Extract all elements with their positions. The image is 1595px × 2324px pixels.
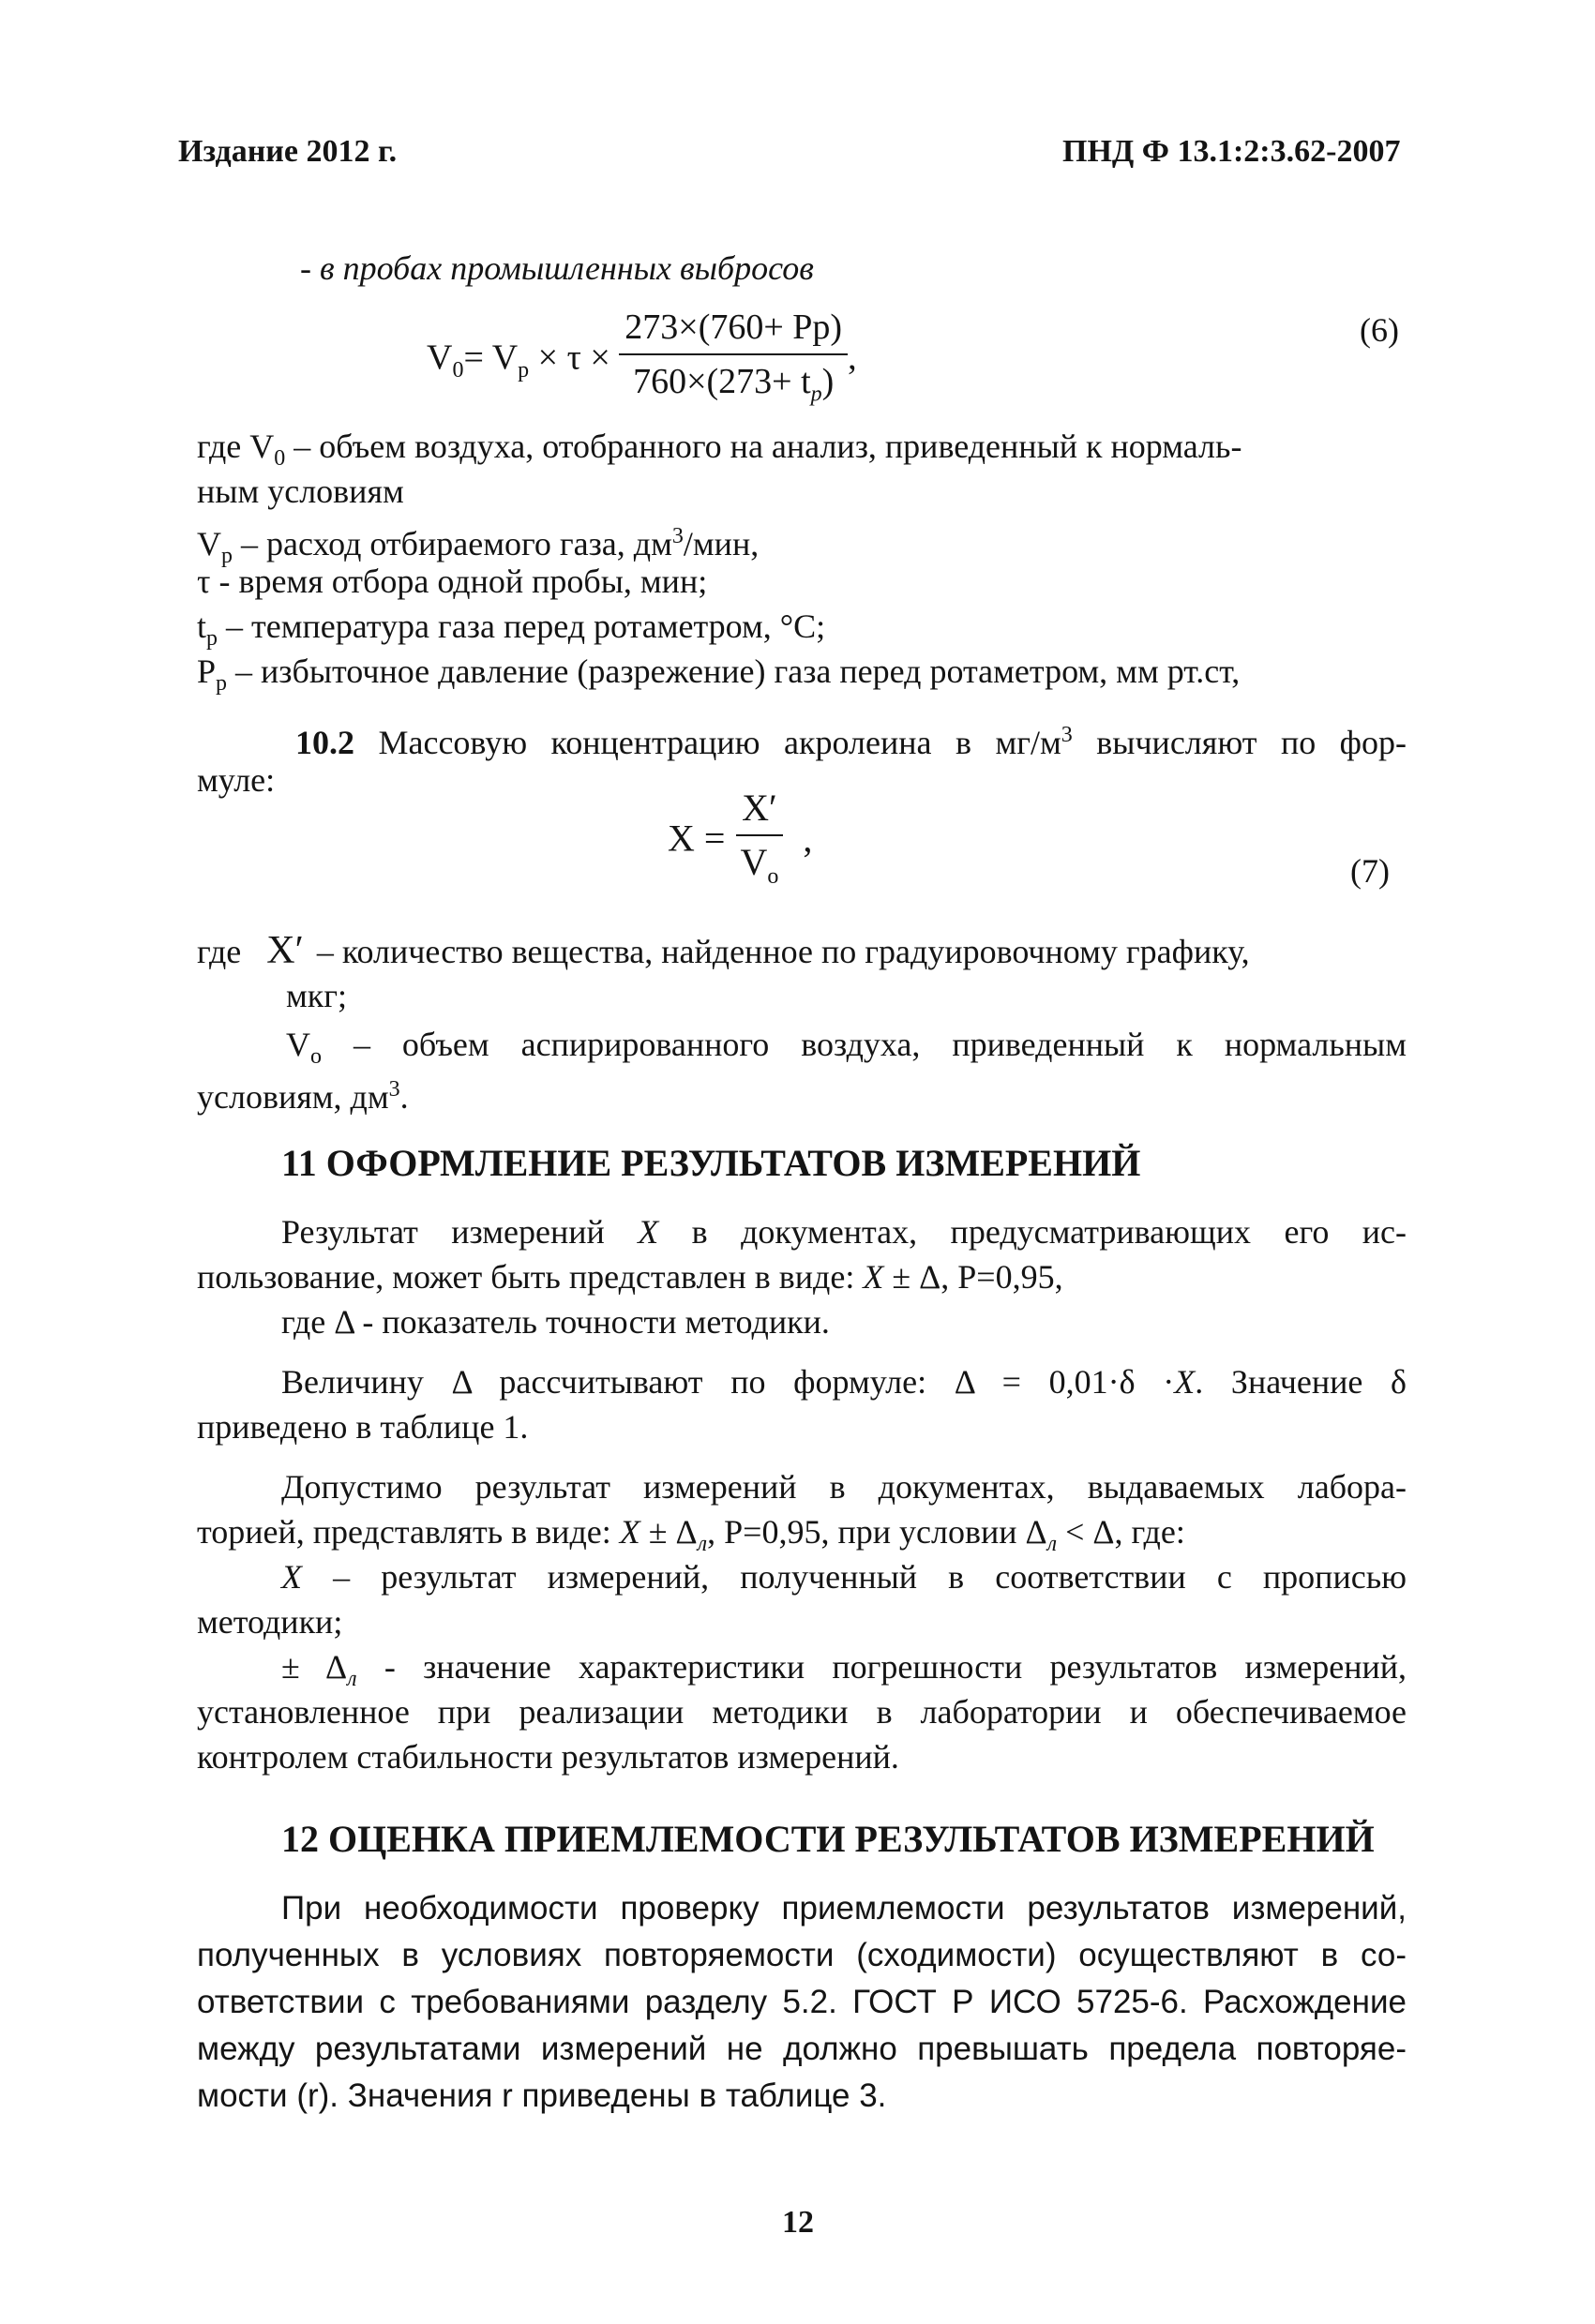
formula-7: X = $\frac{X'}{V_o}$ ,: [668, 786, 812, 899]
header-edition: Издание 2012 г.: [178, 134, 398, 169]
legend-6-line-4: τ - время отбора одной пробы, мин;: [197, 562, 708, 600]
para-10-2-number: 10.2: [295, 724, 354, 761]
page-number: 12: [782, 2205, 814, 2240]
section-11-p3-line-4: методики;: [197, 1603, 343, 1641]
section-11-p3-line-7: контролем стабильности результатов измерений.: [197, 1738, 899, 1776]
legend-7-line-2: мкг;: [286, 977, 348, 1014]
section-11-p1-line-2: пользование, может быть представлен в виде: X ± Δ, Р=0,95,: [197, 1258, 1063, 1296]
section-12-line-2: полученных в условиях повторяемости (сходимости) осуществляют в со-: [197, 1937, 1407, 1973]
section-12-line-4: между результатами измерений не должно превышать предела повторяе-: [197, 2031, 1407, 2067]
section-11-p3-line-3: X – результат измерений, полученный в соответствии с прописью: [281, 1558, 1407, 1596]
formula-7-denominator: $V_o$: [740, 841, 779, 889]
legend-6-line-5: $t_р$ – температура газа перед ротаметром, °С;: [197, 607, 826, 652]
section-12-line-5: мости (r). Значения r приведены в таблице 3.: [197, 2077, 887, 2114]
header-doc-code: ПНД Ф 13.1:2:3.62-2007: [1062, 134, 1401, 169]
legend-6-line-2: ным условиям: [197, 472, 404, 510]
intro-line: - в пробах промышленных выбросов: [300, 249, 814, 287]
section-11-p3-line-6: установленное при реализации методики в лаборатории и обеспечиваемое: [197, 1693, 1407, 1731]
formula-6-lhs: V: [427, 337, 453, 378]
formula-7-fraction: [734, 786, 784, 899]
section-11-p3-line-5: ± $\Delta_л$ - значение характеристики погрешности результатов измерений,: [281, 1648, 1407, 1692]
para-10-2-line-1: 10.2 Массовую концентрацию акролеина в $мг/м^3$ вычисляют по фор-: [295, 723, 1407, 761]
legend-6-line-6: $Р_р$ – избыточное давление (разрежение) газа перед ротаметром, мм рт.ст,: [197, 652, 1241, 697]
section-11-p2-line-1: Величину Δ рассчитывают по формуле: Δ = 0,01·δ ·X. Значение δ: [281, 1363, 1407, 1401]
legend-7-line-1: где X′ – количество вещества, найденное по градуировочному графику,: [197, 929, 1250, 972]
formula-7-numerator: X′: [736, 786, 783, 836]
legend-7-line-4: условиям, $дм^3$.: [197, 1077, 409, 1116]
section-11-p1-line-1: Результат измерений X в документах, предусматривающих его ис-: [281, 1213, 1407, 1251]
formula-7-number: (7): [1350, 852, 1390, 890]
para-10-2-line-2: муле:: [197, 761, 276, 799]
section-11-p1-line-3: где Δ - показатель точности методики.: [281, 1303, 830, 1341]
formula-6-denominator: $760\times(273+ t_p)$: [633, 362, 835, 407]
legend-6-line-1: где $V_0$ – объем воздуха, отобранного на анализ, приведенный к нормаль-: [197, 427, 1242, 472]
formula-6: $V_0= V_р \times \tau$ × $\frac{273\times(760+ Pp)}{760\times(273+ t_p)}$ ,: [427, 305, 857, 417]
section-12-title: 12 ОЦЕНКА ПРИЕМЛЕМОСТИ РЕЗУЛЬТАТОВ ИЗМЕРЕНИЙ: [281, 1818, 1375, 1860]
section-11-p3-line-1: Допустимо результат измерений в документах, выдаваемых лабора-: [281, 1468, 1407, 1506]
formula-6-numerator: 273×(760+ Pp): [619, 305, 848, 355]
legend-7-line-3: $V_o$ – объем аспирированного воздуха, приведенный к нормальным: [286, 1026, 1407, 1070]
section-11-title: 11 ОФОРМЛЕНИЕ РЕЗУЛЬТАТОВ ИЗМЕРЕНИЙ: [281, 1142, 1141, 1184]
section-12-line-3: ответствии с требованиями разделу 5.2. ГОСТ Р ИСО 5725-6. Расхождение: [197, 1984, 1407, 2020]
formula-7-lhs: X =: [668, 817, 726, 860]
section-12-line-1: При необходимости проверку приемлемости результатов измерений,: [281, 1890, 1407, 1927]
section-11-p3-line-2: торией, представлять в виде: $X \pm \Delta_л$, Р=0,95, при условии $\Delta_л < \Delta$, где:: [197, 1513, 1185, 1557]
formula-6-fraction: [619, 305, 848, 417]
legend-6-line-3: $V_р$ – расход отбираемого газа, $дм^3$/мин,: [197, 524, 760, 569]
formula-6-number: (6): [1360, 311, 1399, 349]
section-11-p2-line-2: приведено в таблице 1.: [197, 1408, 529, 1446]
